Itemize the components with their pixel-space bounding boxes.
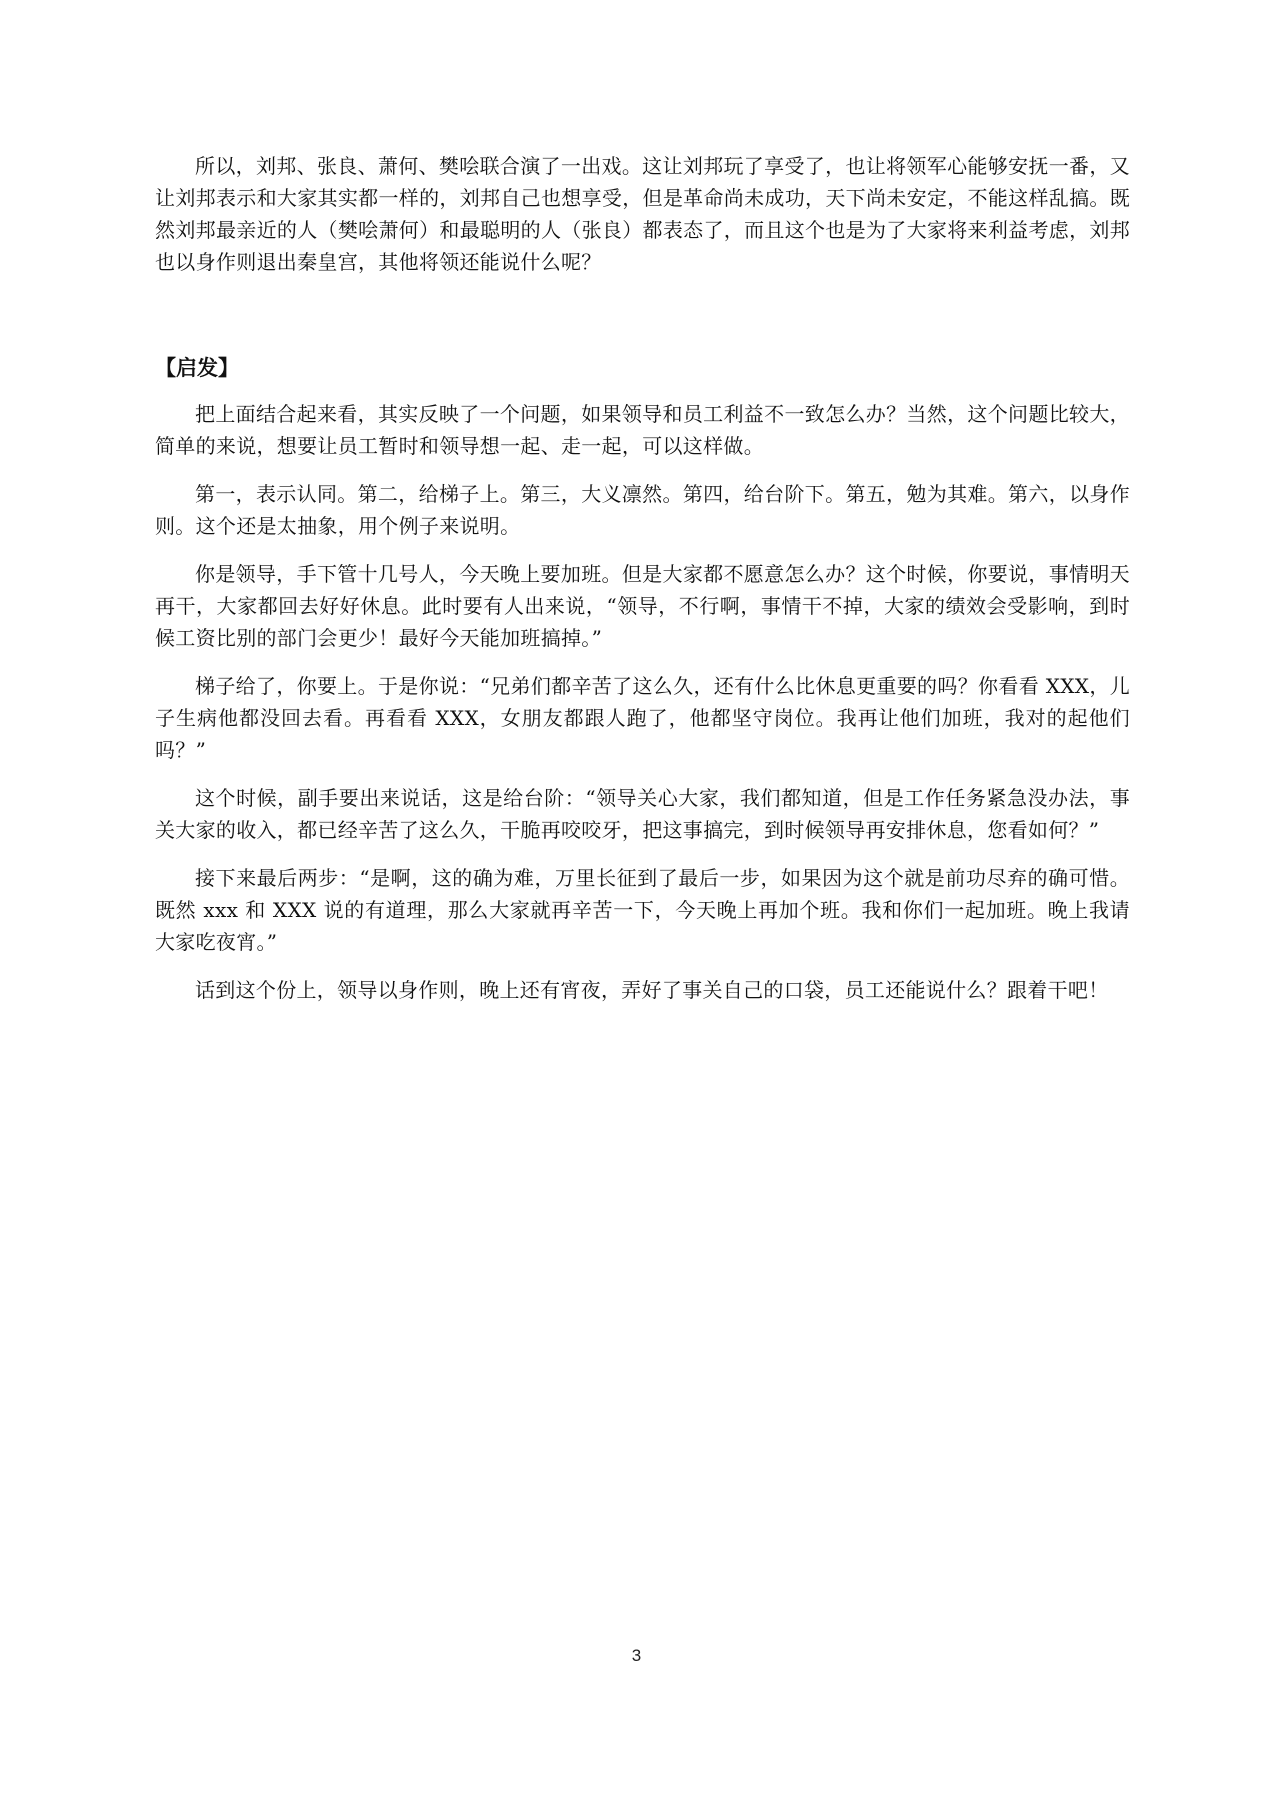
page-content (155, 150, 1130, 1006)
section-heading: 【启发】 (155, 356, 239, 380)
body-paragraph-2: 第一，表示认同。第二，给梯子上。第三，大义凛然。第四，给台阶下。第五，勉为其难。第六，以身作则。这个还是太抽象，用个例子来说明。 (155, 482, 1130, 538)
body-paragraph-6: 接下来最后两步：“是啊，这的确为难，万里长征到了最后一步，如果因为这个就是前功尽弃的确可惜。既然 xxx 和 XXX 说的有道理，那么大家就再辛苦一下，今天晚上再加个班。我和你们一起加班。晚上我请大家吃夜宵。” (155, 866, 1130, 954)
intro-paragraph: 所以，刘邦、张良、萧何、樊哙联合演了一出戏。这让刘邦玩了享受了，也让将领军心能够安抚一番，又让刘邦表示和大家其实都一样的，刘邦自己也想享受，但是革命尚未成功，天下尚未安定，不能这样乱搞。既然刘邦最亲近的人（樊哙萧何）和最聪明的人（张良）都表态了，而且这个也是为了大家将来利益考虑，刘邦也以身作则退出秦皇宫，其他将领还能说什么呢？ (155, 154, 1130, 274)
body-paragraph-1: 把上面结合起来看，其实反映了一个问题，如果领导和员工利益不一致怎么办？当然，这个问题比较大，简单的来说，想要让员工暂时和领导想一起、走一起，可以这样做。 (155, 402, 1130, 458)
body-paragraph-7: 话到这个份上，领导以身作则，晚上还有宵夜，弄好了事关自己的口袋，员工还能说什么？跟着干吧！ (195, 978, 1109, 1002)
body-paragraph-4: 梯子给了，你要上。于是你说：“兄弟们都辛苦了这么久，还有什么比休息更重要的吗？你看看 XXX，儿子生病他都没回去看。再看看 XXX，女朋友都跟人跑了，他都坚守岗位。我再让他们加班，我对的起他们吗？” (155, 674, 1130, 762)
page-number: 3 (631, 1646, 642, 1665)
body-paragraph-5: 这个时候，副手要出来说话，这是给台阶：“领导关心大家，我们都知道，但是工作任务紧急没办法，事关大家的收入，都已经辛苦了这么久，干脆再咬咬牙，把这事搞完，到时候领导再安排休息，您看如何？” (155, 786, 1130, 842)
body-paragraph-3: 你是领导，手下管十几号人，今天晚上要加班。但是大家都不愿意怎么办？这个时候，你要说，事情明天再干，大家都回去好好休息。此时要有人出来说，“领导，不行啊，事情干不掉，大家的绩效会受影响，到时候工资比别的部门会更少！最好今天能加班搞掉。” (155, 562, 1130, 650)
